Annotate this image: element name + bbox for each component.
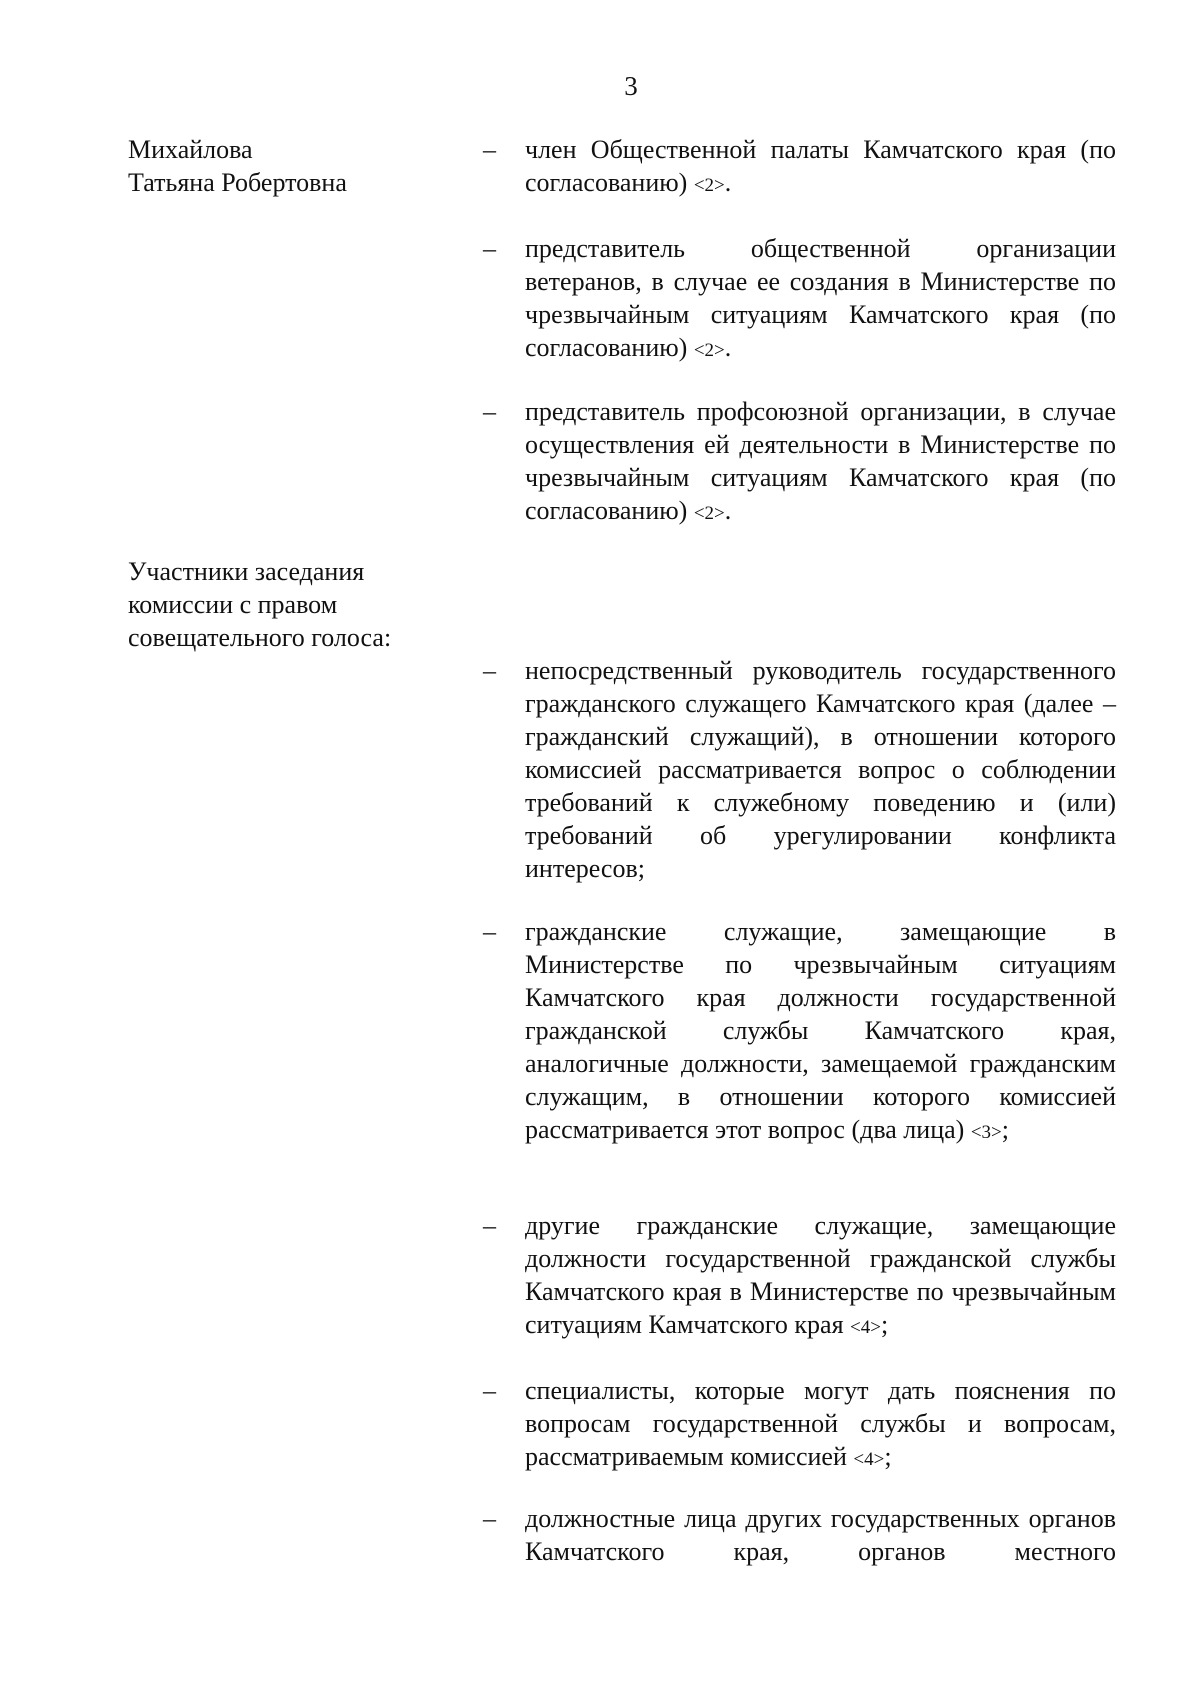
footnote-ref: <2> <box>693 175 725 196</box>
list-item-text <box>525 232 1116 367</box>
footnote-ref: <4> <box>850 1317 881 1338</box>
item-text: другие гражданские служащие, замещающие должности государственной гражданской службы Камчатского края в Министерстве по чрезвычайным ситуациям Камчатского края <box>525 1211 1116 1339</box>
section-label-line: комиссии с правом <box>128 590 338 619</box>
list-dash: – <box>483 1504 496 1533</box>
item-text: гражданские служащие, замещающие в Министерстве по чрезвычайным ситуациям Камчатского края должности государственной гражданской службы Камчатского края, аналогичные должности, замещаемой гражданским служащим, в отношении которого комиссией рассматривается этот вопрос (два лица) <box>525 917 1116 1144</box>
member-given-names: Татьяна Робертовна <box>128 168 347 197</box>
list-item-text <box>525 1502 1116 1571</box>
footnote-ref: <4> <box>853 1449 885 1470</box>
list-dash: – <box>483 234 496 263</box>
item-text: представитель общественной организации ветеранов, в случае ее создания в Министерстве по чрезвычайным ситуациям Камчатского края (по согласованию) <box>525 234 1116 362</box>
footnote-ref: <2> <box>693 340 725 361</box>
member-surname: Михайлова <box>128 135 253 164</box>
item-end: ; <box>880 1310 889 1339</box>
list-item-text <box>525 133 1116 202</box>
item-end: . <box>724 333 732 362</box>
item-end: . <box>724 496 732 525</box>
page-number: 3 <box>624 71 638 101</box>
item-text: специалисты, которые могут дать пояснения по вопросам государственной службы и вопросам, рассматриваемым комиссией <box>525 1376 1116 1471</box>
list-dash: – <box>483 1211 496 1240</box>
section-label-line: совещательного голоса: <box>128 623 392 652</box>
list-item-text <box>525 1374 1116 1476</box>
footnote-ref: <3> <box>970 1122 1002 1143</box>
list-item-text <box>525 1209 1116 1344</box>
item-text: представитель профсоюзной организации, в случае осуществления ей деятельности в Министерстве по чрезвычайным ситуациям Камчатского края (по согласованию) <box>525 397 1116 525</box>
section-label <box>128 555 468 654</box>
item-text: должностные лица других государственных органов Камчатского края, органов местного <box>525 1504 1116 1566</box>
list-item-text <box>525 654 1116 888</box>
member-name <box>128 133 468 199</box>
item-end: ; <box>1001 1115 1009 1144</box>
list-dash: – <box>483 397 496 426</box>
list-dash: – <box>483 1376 496 1405</box>
list-dash: – <box>483 135 496 164</box>
footnote-ref: <2> <box>693 503 725 524</box>
list-dash: – <box>483 656 496 685</box>
item-text: непосредственный руководитель государственного гражданского служащего Камчатского края (далее – гражданский служащий), в отношении которого комиссией рассматривается вопрос о соблюдении требований к служебному поведению и (или) требований об урегулировании конфликта интересов; <box>525 656 1116 883</box>
item-end: ; <box>884 1442 892 1471</box>
item-end: . <box>724 168 732 197</box>
list-item-text <box>525 395 1116 530</box>
item-text: член Общественной палаты Камчатского края (по согласованию) <box>525 135 1116 197</box>
section-label-line: Участники заседания <box>128 557 365 586</box>
list-item-text <box>525 915 1116 1149</box>
list-dash: – <box>483 917 496 946</box>
